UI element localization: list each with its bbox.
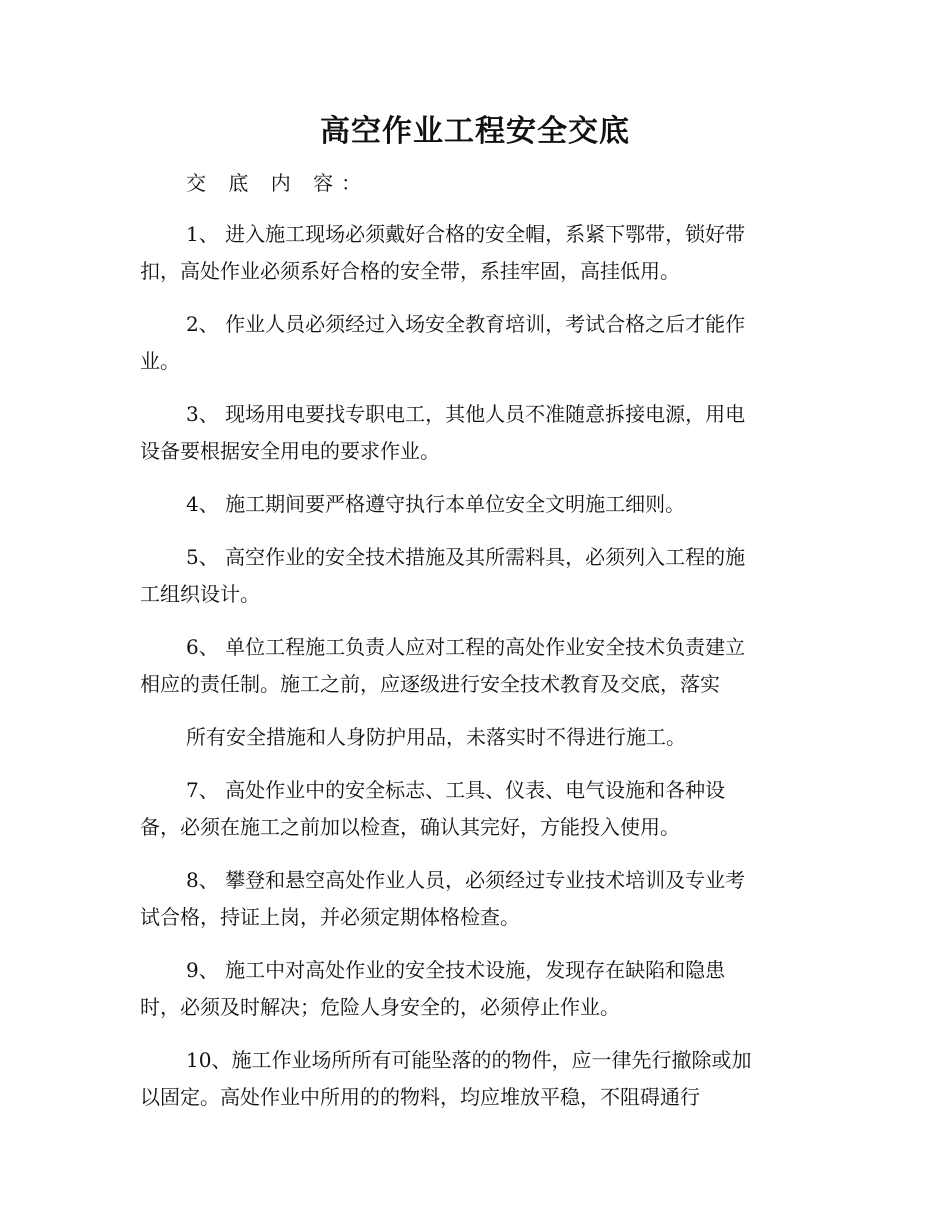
paragraph-8-line-2: 试合格，持证上岗，并必须定期体格检查。 (140, 905, 520, 929)
paragraph-1-line-1: 1、 进入施工现场必须戴好合格的安全帽，系紧下鄂带，锁好带 (186, 222, 746, 246)
paragraph-6-line-1: 6、 单位工程施工负责人应对工程的高处作业安全技术负责建立 (186, 635, 746, 659)
paragraph-10-line-2: 以固定。高处作业中所用的的物料，均应堆放平稳，不阻碍通行 (140, 1085, 700, 1109)
paragraph-4-line-1: 4、 施工期间要严格遵守执行本单位安全文明施工细则。 (186, 492, 686, 516)
paragraph-9-line-1: 9、 施工中对高处作业的安全技术设施，发现存在缺陷和隐患 (186, 958, 726, 982)
paragraph-7-line-2: 备，必须在施工之前加以检查，确认其完好，方能投入使用。 (140, 815, 680, 839)
paragraph-5-line-2: 工组织设计。 (140, 582, 260, 606)
paragraph-1-line-2: 扣，高处作业必须系好合格的安全带，系挂牢固，高挂低用。 (140, 259, 680, 283)
paragraph-3-line-2: 设备要根据安全用电的要求作业。 (140, 439, 440, 463)
paragraph-6-line-3: 所有安全措施和人身防护用品，未落实时不得进行施工。 (186, 725, 686, 749)
paragraph-10-line-1: 10、施工作业场所所有可能坠落的的物件，应一律先行撤除或加 (186, 1048, 752, 1072)
paragraph-3-line-1: 3、 现场用电要找专职电工，其他人员不准随意拆接电源，用电 (186, 402, 746, 426)
paragraph-5-line-1: 5、 高空作业的安全技术措施及其所需料具，必须列入工程的施 (186, 545, 746, 569)
paragraph-2-line-1: 2、 作业人员必须经过入场安全教育培训，考试合格之后才能作 (186, 312, 746, 336)
paragraph-6-line-2: 相应的责任制。施工之前，应逐级进行安全技术教育及交底，落实 (140, 672, 720, 696)
paragraph-9-line-2: 时，必须及时解决；危险人身安全的，必须停止作业。 (140, 995, 620, 1019)
intro-label: 交 底 内 容： (186, 171, 370, 195)
paragraph-7-line-1: 7、 高处作业中的安全标志、工具、仪表、电气设施和各种设 (186, 778, 726, 802)
paragraph-8-line-1: 8、 攀登和悬空高处作业人员，必须经过专业技术培训及专业考 (186, 868, 746, 892)
paragraph-2-line-2: 业。 (140, 349, 180, 373)
document-title: 高空作业工程安全交底 (320, 114, 630, 149)
